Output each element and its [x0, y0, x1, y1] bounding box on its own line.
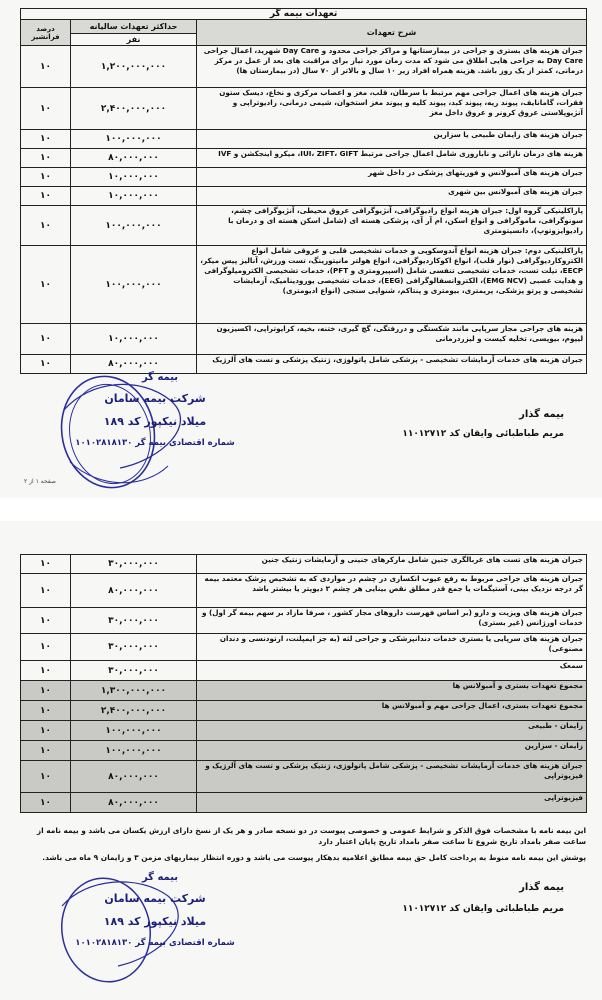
header-per-person: نفر [71, 34, 197, 46]
description-cell: جبران هزینه های ویزیت و دارو (بر اساس فهرست داروهای مجاز کشور ، صرفا مازاد بر سهم بیمه گر اول) و خدمات اورژانس (غیر بستری) [197, 608, 587, 634]
annual-max-cell: ۲,۴۰۰,۰۰۰,۰۰۰ [71, 88, 197, 130]
table-row [21, 246, 587, 324]
description-cell: جبران هزینه های اعمال جراحی مهم مرتبط با سرطان، قلب، مغز و اعصاب مرکزی و نخاع، دیسک ستون فقرات، گامانایف، پیوند ریه، پیوند کبد، پیوند کلیه و پیوند مغز استخوان، شیمی درمانی، رادیوتراپی و آنژیوپلاستی عروق کرونر و عروق داخل مغز [197, 88, 587, 130]
annual-max-cell: ۱۰۰,۰۰۰,۰۰۰ [71, 246, 197, 324]
deductible-percent-cell: ۱۰ [21, 761, 71, 793]
table-row [21, 608, 587, 634]
deductible-percent-cell: ۱۰ [21, 661, 71, 681]
stamp-economic-code: شماره اقتصادی بیمه گر ۱۰۱۰۲۸۱۸۱۳۰ [75, 438, 235, 448]
description-cell: جبران هزینه های تست های غربالگری جنین شامل مارکرهای جنینی و آزمایشات ژنتیک جنین [197, 555, 587, 574]
stamp-branch-2: میلاد نیکپور کد ۱۸۹ [103, 915, 207, 928]
table-row [21, 324, 587, 355]
deductible-percent-cell: ۱۰ [21, 355, 71, 374]
table-row [21, 130, 587, 149]
table-row [21, 168, 587, 187]
description-cell: زایمان - سزارین [197, 741, 587, 761]
table-row [21, 701, 587, 721]
deductible-percent-cell: ۱۰ [21, 574, 71, 608]
deductible-percent-cell: ۱۰ [21, 555, 71, 574]
annual-max-cell: ۱,۳۰۰,۰۰۰,۰۰۰ [71, 681, 197, 701]
description-cell: جبران هزینه های آمبولانس بین شهری [197, 187, 587, 206]
table-row [21, 721, 587, 741]
deductible-percent-cell: ۱۰ [21, 149, 71, 168]
table-row [21, 761, 587, 793]
annual-max-cell: ۱۰۰,۰۰۰,۰۰۰ [71, 741, 197, 761]
header-annual-max: حداکثر تعهدات سالیانه [71, 20, 197, 34]
annual-max-cell: ۱۰,۰۰۰,۰۰۰ [71, 324, 197, 355]
stamp-company-2: شرکت بیمه سامان [104, 892, 206, 905]
policyholder-label-2: بیمه گذار [519, 882, 564, 893]
policyholder-name: مریم طباطبائی وایقان کد ۱۱۰۱۲۷۱۲ [402, 429, 564, 439]
stamp-branch: میلاد نیکپور کد ۱۸۹ [103, 415, 207, 428]
description-cell: سمعک [197, 661, 587, 681]
table-row [21, 574, 587, 608]
table-row [21, 634, 587, 661]
page-gap [0, 498, 602, 521]
deductible-percent-cell: ۱۰ [21, 187, 71, 206]
annual-max-cell: ۸۰,۰۰۰,۰۰۰ [71, 574, 197, 608]
description-cell: پاراکلینیکی دوم: جبران هزینه انواع آندوسکوپی و خدمات تشخیصی قلبی و عروقی شامل انواع الکتروکاردیوگرافی (نوار قلب)، انواع اکوکاردیوگرافی، انواع هولتر مانیتورینگ، تست ورزش، آنالیز پیس میکر، EECP، تیلت تست، خدمات تشخیصی تنفسی شامل (اسپیرومتری و PFT)، خدمات تشخیصی الکترومیلوگرافی و هدایت عصبی (EMG NCV)، الکتروانسفالوگرافی (EEG)، خدمات تشخیصی یورودینامیک، آزمایشات تشخیصی و پرتو پزشکی، پریمتری، بیومتری و پنتاکم، شنوایی سنجی (انواع ادیومتری) [197, 246, 587, 324]
description-cell: جبران هزینه های جراحی مربوط به رفع عیوب انکساری در چشم در مواردی که به تشخیص پزشک معتمد بیمه گر درجه نزدیک بینی، آستیگمات یا جمع قدر مطلق نقص بینایی هر چشم ۳ دیوپتر یا بیشتر باشد [197, 574, 587, 608]
table-row [21, 555, 587, 574]
policy-note-waiting-period: پوشش این بیمه نامه منوط به پرداخت کامل حق بیمه مطابق اعلامیه بدهکار پیوست می باشد و دوره انتظار بیماریهای مزمن ۳ و زایمان ۹ ماه می باشد. [42, 853, 586, 862]
annual-max-cell: ۱۰۰,۰۰۰,۰۰۰ [71, 721, 197, 741]
description-cell: جبران هزینه های بستری و جراحی در بیمارستانها و مراکز جراحی محدود و Day Care شهرید، اعمال جراحی Day Care به جراحی هایی اطلاق می شود که مدت زمان مورد نیاز برای مراقبت های بعد از عمل در مرکز درمانی، کمتر از یک روز باشد. هزینه همراه افراد زیر ۱۰ سال و بالاتر از ۷۰ سال (در بیمارستان ها) [197, 46, 587, 88]
annual-max-cell: ۸۰,۰۰۰,۰۰۰ [71, 761, 197, 793]
table-row [21, 793, 587, 813]
annual-max-cell: ۸۰,۰۰۰,۰۰۰ [71, 149, 197, 168]
section-title: تعهدات بیمه گر [21, 9, 587, 20]
annual-max-cell: ۳۰,۰۰۰,۰۰۰ [71, 661, 197, 681]
stamp-signature-scribble [50, 370, 270, 500]
page-footer: صفحه ۱ از ۲ [24, 478, 56, 485]
description-cell: زایمان - طبیعی [197, 721, 587, 741]
annual-max-cell: ۱۰,۰۰۰,۰۰۰ [71, 168, 197, 187]
annual-max-cell: ۳۰,۰۰۰,۰۰۰ [71, 634, 197, 661]
stamp-signature-scribble-2 [50, 870, 270, 1000]
annual-max-cell: ۱۰۰,۰۰۰,۰۰۰ [71, 206, 197, 246]
deductible-percent-cell: ۱۰ [21, 206, 71, 246]
deductible-percent-cell: ۱۰ [21, 608, 71, 634]
deductible-percent-cell: ۱۰ [21, 701, 71, 721]
table-row [21, 206, 587, 246]
deductible-percent-cell: ۱۰ [21, 721, 71, 741]
description-cell: مجموع تعهدات بستری و آمبولانس ها [197, 681, 587, 701]
deductible-percent-cell: ۱۰ [21, 324, 71, 355]
annual-max-cell: ۱۰۰,۰۰۰,۰۰۰ [71, 130, 197, 149]
obligations-table-page1 [20, 8, 587, 374]
description-cell: فیزیوتراپی [197, 793, 587, 813]
annual-max-cell: ۱,۲۰۰,۰۰۰,۰۰۰ [71, 46, 197, 88]
annual-max-cell: ۲,۴۰۰,۰۰۰,۰۰۰ [71, 701, 197, 721]
header-description: شرح تعهدات [197, 20, 587, 46]
deductible-percent-cell: ۱۰ [21, 130, 71, 149]
policy-note-validity: این بیمه نامه با مشخصات فوق الذکر و شرایط عمومی و خصوصی پیوست در دو نسخه صادر و هر یک از نسخ دارای ارزش یکسان می باشد و بیمه نامه از ساعت صفر بامداد تاریخ شروع تا ساعت صفر بامداد تاریخ پایان اعتبار دارد [36, 826, 586, 846]
deductible-percent-cell: ۱۰ [21, 168, 71, 187]
deductible-percent-cell: ۱۰ [21, 46, 71, 88]
stamp-company: شرکت بیمه سامان [104, 392, 206, 405]
stamp-economic-code-2: شماره اقتصادی بیمه گر ۱۰۱۰۲۸۱۸۱۳۰ [75, 938, 235, 948]
policyholder-name-2: مریم طباطبائی وایقان کد ۱۱۰۱۲۷۱۲ [402, 904, 564, 914]
annual-max-cell: ۳۰,۰۰۰,۰۰۰ [71, 555, 197, 574]
annual-max-cell: ۸۰,۰۰۰,۰۰۰ [71, 355, 197, 374]
annual-max-cell: ۱۰,۰۰۰,۰۰۰ [71, 187, 197, 206]
description-cell: مجموع تعهدات بستری، اعمال جراحی مهم و آمبولانس ها [197, 701, 587, 721]
description-cell: جبران هزینه های زایمان طبیعی یا سزارین [197, 130, 587, 149]
deductible-percent-cell: ۱۰ [21, 741, 71, 761]
description-cell: جبران هزینه های سرپایی یا بستری خدمات دندانپزشکی و جراحی لثه (به جز ایمپلنت، ارتودنسی و دندان مصنوعی) [197, 634, 587, 661]
description-cell: جبران هزینه های خدمات آزمایشات تشخیصی - پزشکی شامل پاتولوژی، ژنتیک پزشکی و تست های آلرژیک و فیزیوتراپی [197, 761, 587, 793]
annual-max-cell: ۸۰,۰۰۰,۰۰۰ [71, 793, 197, 813]
deductible-percent-cell: ۱۰ [21, 246, 71, 324]
annual-max-cell: ۳۰,۰۰۰,۰۰۰ [71, 608, 197, 634]
stamp-insurer: بیمه گر [141, 372, 179, 383]
header-deductible-percent: درصد فرانشیز [21, 20, 71, 46]
deductible-percent-cell: ۱۰ [21, 88, 71, 130]
table-row [21, 88, 587, 130]
description-cell: هزینه های جراحی مجاز سرپایی مانند شکستگی و دررفتگی، گچ گیری، ختنه، بخیه، کرایوتراپی، اکسیزیون لیپوم، بیوپسی، تخلیه کیست و لیزردرمانی [197, 324, 587, 355]
table-row [21, 741, 587, 761]
description-cell: هزینه های درمان نازائی و ناباروری شامل اعمال جراحی مرتبط IUI، ZIFT، GIFT، میکرو اینجکشن و IVF [197, 149, 587, 168]
table-row [21, 681, 587, 701]
insurer-stamp [50, 370, 270, 500]
deductible-percent-cell: ۱۰ [21, 681, 71, 701]
table-row [21, 661, 587, 681]
policyholder-label: بیمه گذار [519, 409, 564, 420]
deductible-percent-cell: ۱۰ [21, 793, 71, 813]
description-cell: جبران هزینه های آمبولانس و فوریتهای پزشکی در داخل شهر [197, 168, 587, 187]
description-cell: جبران هزینه های خدمات آزمایشات تشخیصی - پزشکی شامل پاتولوژی، ژنتیک پزشکی و تست های آلرژیک [197, 355, 587, 374]
table-row [21, 46, 587, 88]
obligations-table-page2 [20, 554, 587, 813]
table-row [21, 149, 587, 168]
insurer-stamp-2 [50, 870, 270, 1000]
stamp-insurer-2: بیمه گر [141, 872, 179, 883]
description-cell: پاراکلینیکی گروه اول: جبران هزینه انواع رادیوگرافی، آنژیوگرافی عروق محیطی، آنژیوگرافی چشم، سونوگرافی، ماموگرافی و انواع اسکن، ام آر آی، پزشکی هسته ای (شامل اسکن هسته ای و درمان با رادیوایزوتوپ)، دانسیتومتری [197, 206, 587, 246]
deductible-percent-cell: ۱۰ [21, 634, 71, 661]
table-row [21, 187, 587, 206]
